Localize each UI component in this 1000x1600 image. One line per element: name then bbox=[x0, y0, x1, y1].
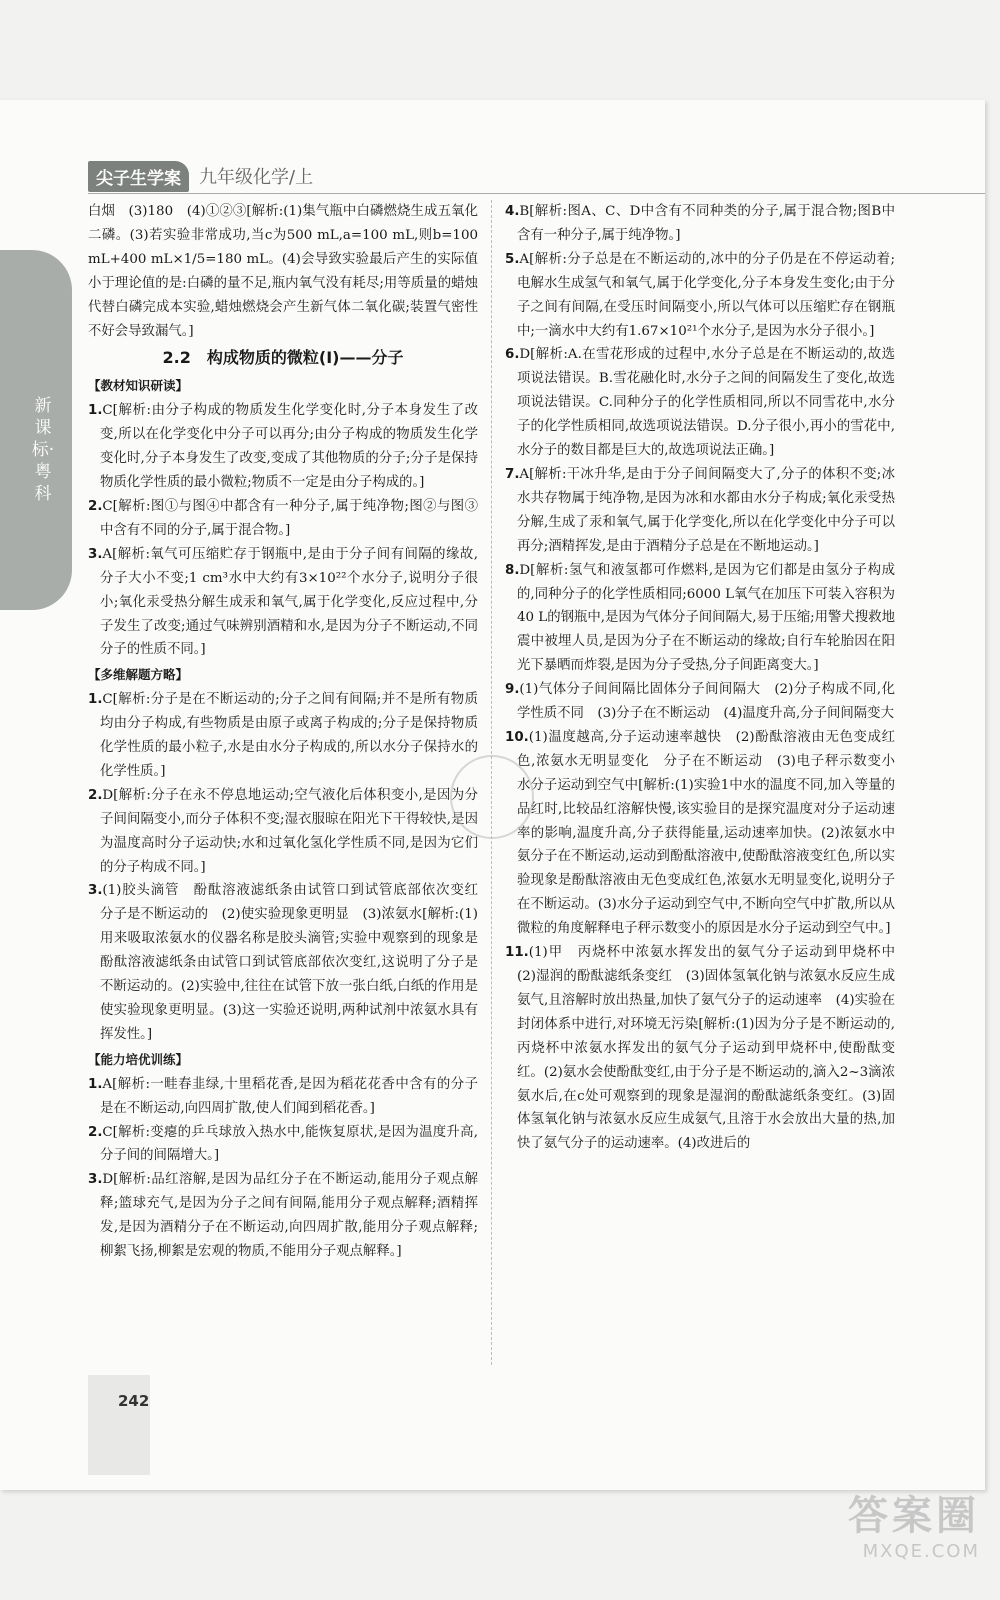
header-rule bbox=[88, 193, 985, 194]
item-number: 8. bbox=[505, 562, 520, 578]
answer-item bbox=[505, 343, 895, 463]
item-number: 4. bbox=[505, 204, 520, 219]
answer-item bbox=[88, 399, 478, 495]
page-number: 242 bbox=[118, 1392, 150, 1410]
item-text: C[解析:分子是在不断运动的;分子之间有间隔;并不是所有物质均由分子构成,有些物质是由原子或离子构成的;分子是保持物质化学性质的最小粒子,水是由水分子构成的,所以水分子保持水的化学性质。] bbox=[100, 692, 478, 779]
item-text: (1)胶头滴管 酚酞溶液滤纸条由试管口到试管底部依次变红 分子是不断运动的 (2)使实验现象更明显 (3)浓氨水[解析:(1)用来吸取浓氨水的仪器名称是胶头滴管;实验中观察到的现象是酚酞溶液滤纸条由试管口到试管底部依次变红,这说明了分子是不断运动的。(2)实验中,往往在试管下放一张白纸,白纸的作用是使实验现象更明显。(3)这一实验还说明,两种试剂中浓氨水具有挥发性。] bbox=[100, 883, 492, 1042]
section-title: 2.2 构成物质的微粒(Ⅰ)——分子 bbox=[162, 348, 404, 368]
item-text: C[解析:图①与图④中都含有一种分子,属于纯净物;图②与图③中含有不同的分子,属于混合物。] bbox=[100, 498, 478, 538]
subject-label: 九年级化学/上 bbox=[199, 167, 314, 188]
side-tab-label: 新课标·粤科 bbox=[31, 396, 55, 504]
item-text: D[解析:A.在雪花形成的过程中,水分子总是在不断运动的,故选项说法错误。B.雪花融化时,水分子之间的间隔发生了变化,故选项说法错误。C.同种分子的化学性质相同,所以不同雪花中,水分子的化学性质相同,故选项说法错误。D.分子很小,再小的雪花中,水分子的数目都是巨大的,故选项说法正确。] bbox=[517, 347, 895, 459]
item-text: D[解析:分子在永不停息地运动;空气液化后体积变小,是因为分子间间隔变小,而分子体积不变;湿衣服晾在阳光下干得较快,是因为温度高时分子运动快;水和过氧化氢化学性质不同,是因为它们的分子构成不同。] bbox=[100, 787, 478, 875]
answer-item bbox=[88, 1121, 478, 1169]
answer-item bbox=[88, 1073, 478, 1121]
item-text: (1)气体分子间间隔比固体分子间间隔大 (2)分子构成不同,化学性质不同 (3)分子在不断运动 (4)温度升高,分子间间隔变大 bbox=[517, 682, 895, 722]
brand-label: 尖子生学案 bbox=[88, 161, 189, 192]
left-column bbox=[88, 200, 492, 1264]
watermark-text: 答案圈 bbox=[848, 1493, 980, 1539]
answer-item bbox=[505, 248, 895, 344]
item-text: A[解析:一畦春韭绿,十里稻花香,是因为稻花花香中含有的分子是在不断运动,向四周扩散,使人们闻到稻花香。] bbox=[100, 1076, 478, 1116]
answer-item bbox=[88, 1168, 478, 1264]
item-text: C[解析:由分子构成的物质发生化学变化时,分子本身发生了改变,所以在化学变化中分子可以再分;由分子构成的物质发生化学变化时,分子本身发生了改变,变成了其他物质的分子;分子是保持物质化学性质的最小微粒;物质不一定是由分子构成的。] bbox=[100, 403, 478, 491]
page-header bbox=[88, 160, 313, 192]
answer-item bbox=[505, 463, 895, 559]
item-number: 1. bbox=[88, 692, 103, 708]
item-text: A[解析:分子总是在不断运动的,冰中的分子仍是在不停运动着;电解水生成氢气和氧气,属于化学变化,分子本身发生变化;由于分子之间有间隔,在受压时间隔变小,所以气体可以压缩贮存在钢瓶中;一滴水中大约有1.67×10²¹个水分子,是因为水分子很小。] bbox=[517, 251, 895, 339]
item-number: 1. bbox=[88, 403, 103, 419]
subheading-knowledge: 【教材知识研读】 bbox=[88, 378, 189, 394]
item-number: 3. bbox=[88, 1172, 103, 1188]
item-number: 7. bbox=[505, 466, 520, 482]
item-number: 2. bbox=[88, 1124, 103, 1140]
intro-text: 白烟 (3)180 (4)①②③[解析:(1)集气瓶中白磷燃烧生成五氧化二磷。(3)若实验非常成功,当c为500 mL,a=100 mL,则b=100 mL+400 mL×1/5=180 mL。(4)会导致实验最后产生的实际值小于理论值的是:白磷的量不足,瓶内氧气没有耗尽;用等质量的蜡烛代替白磷完成本实验,蜡烛燃烧会产生新气体二氧化碳;装置气密性不好会导致漏气。] bbox=[88, 204, 478, 339]
answer-item bbox=[505, 941, 909, 1156]
item-number: 11. bbox=[505, 945, 529, 961]
item-number: 5. bbox=[505, 251, 520, 267]
answer-item bbox=[88, 879, 492, 1046]
item-text: C[解析:变瘪的乒乓球放入热水中,能恢复原状,是因为温度升高,分子间的间隔增大。] bbox=[100, 1124, 478, 1164]
watermark-logo bbox=[848, 1484, 980, 1562]
item-text: B[解析:图A、C、D中含有不同种类的分子,属于混合物;图B中含有一种分子,属于纯净物。] bbox=[517, 204, 895, 243]
answer-item bbox=[505, 726, 909, 941]
item-number: 3. bbox=[88, 883, 103, 899]
item-number: 3. bbox=[88, 546, 103, 562]
item-text: A[解析:干冰升华,是由于分子间间隔变大了,分子的体积不变;冰水共存物属于纯净物,是因为冰和水都由水分子构成;氧化汞受热分解,生成了汞和氧气,属于化学变化,所以在化学变化中分子可以再分;酒精挥发,是由于酒精分子总是在不断地运动。] bbox=[517, 466, 895, 554]
subheading-training: 【能力培优训练】 bbox=[88, 1051, 189, 1067]
answer-item bbox=[505, 678, 895, 726]
item-number: 9. bbox=[505, 682, 520, 698]
answer-item bbox=[505, 559, 895, 679]
answer-item bbox=[88, 688, 478, 784]
item-text: (1)温度越高,分子运动速率越快 (2)酚酞溶液由无色变成红色,浓氨水无明显变化 分子在不断运动 (3)电子秤示数变小 水分子运动到空气中[解析:(1)实验1中水的温度不同,加入等量的品红时,比较品红溶解快慢,该实验目的是探究温度对分子运动速率的影响,温度升高,分子获得能量,运动速率加快。(2)浓氨水中氨分子在不断运动,运动到酚酞溶液中,使酚酞溶液变红色,所以实验现象是酚酞溶液由无色变成红色,浓氨水无明显变化,说明分子在不断运动。(3)水分子运动到空气中,不断向空气中扩散,所以从微粒的角度解释电子秤示数变小的原因是水分子运动到空气中。] bbox=[517, 729, 909, 937]
item-text: A[解析:氧气可压缩贮存于钢瓶中,是由于分子间有间隔的缘故,分子大小不变;1 cm³水中大约有3×10²²个水分子,说明分子很小;氧化汞受热分解生成汞和氧气,属于化学变化,反应过程中,分子发生了改变;通过气味辨别酒精和水,是因为分子不断运动,不同分子的性质不同。] bbox=[100, 546, 478, 658]
item-number: 2. bbox=[88, 787, 103, 803]
item-text: D[解析:氢气和液氢都可作燃料,是因为它们都是由氢分子构成的,同种分子的化学性质相同;6000 L氧气在加压下可装入容积为40 L的钢瓶中,是因为气体分子间间隔大,易于压缩;用警犬搜救地震中被埋人员,是因为分子在不断运动的缘故;自行车轮胎因在阳光下暴晒而炸裂,是因为分子受热,分子间距离变大。] bbox=[517, 562, 895, 674]
item-text: (1)甲 丙烧杯中浓氨水挥发出的氨气分子运动到甲烧杯中 (2)湿润的酚酞滤纸条变红 (3)固体氢氧化钠与浓氨水反应生成氨气,且溶解时放出热量,加快了氨气分子的运动速率 (4)实验在封闭体系中进行,对环境无污染[解析:(1)因为分子是不断运动的,丙烧杯中浓氨水挥发出的氨气分子运动到甲烧杯中,使酚酞变红。(2)氨水会使酚酞变红,由于分子是不断运动的,滴入2~3滴浓氨水后,在c处可观察到的现象是湿润的酚酞滤纸条变红。(3)固体氢氧化钠与浓氨水反应生成氨气,且溶于水会放出大量的热,加快了氨气分子的运动速率。(4)改进后的 bbox=[517, 945, 909, 1152]
item-number: 2. bbox=[88, 498, 103, 514]
subheading-strategy: 【多维解题方略】 bbox=[88, 667, 189, 683]
item-text: D[解析:品红溶解,是因为品红分子在不断运动,能用分子观点解释;篮球充气,是因为分子之间有间隔,能用分子观点解释;酒精挥发,是因为酒精分子在不断运动,向四周扩散,能用分子观点解释;柳絮飞扬,柳絮是宏观的物质,不能用分子观点解释。] bbox=[100, 1172, 478, 1260]
answer-item bbox=[505, 200, 895, 248]
item-number: 10. bbox=[505, 729, 529, 745]
watermark-url: MXQE.COM bbox=[862, 1541, 980, 1562]
answer-item bbox=[88, 543, 478, 663]
stamp-seal-icon bbox=[450, 755, 534, 839]
answer-item bbox=[88, 784, 478, 880]
page-number-band bbox=[88, 1375, 150, 1475]
item-number: 1. bbox=[88, 1076, 103, 1092]
item-number: 6. bbox=[505, 347, 520, 363]
right-column bbox=[505, 200, 909, 1156]
answer-item bbox=[88, 495, 478, 543]
